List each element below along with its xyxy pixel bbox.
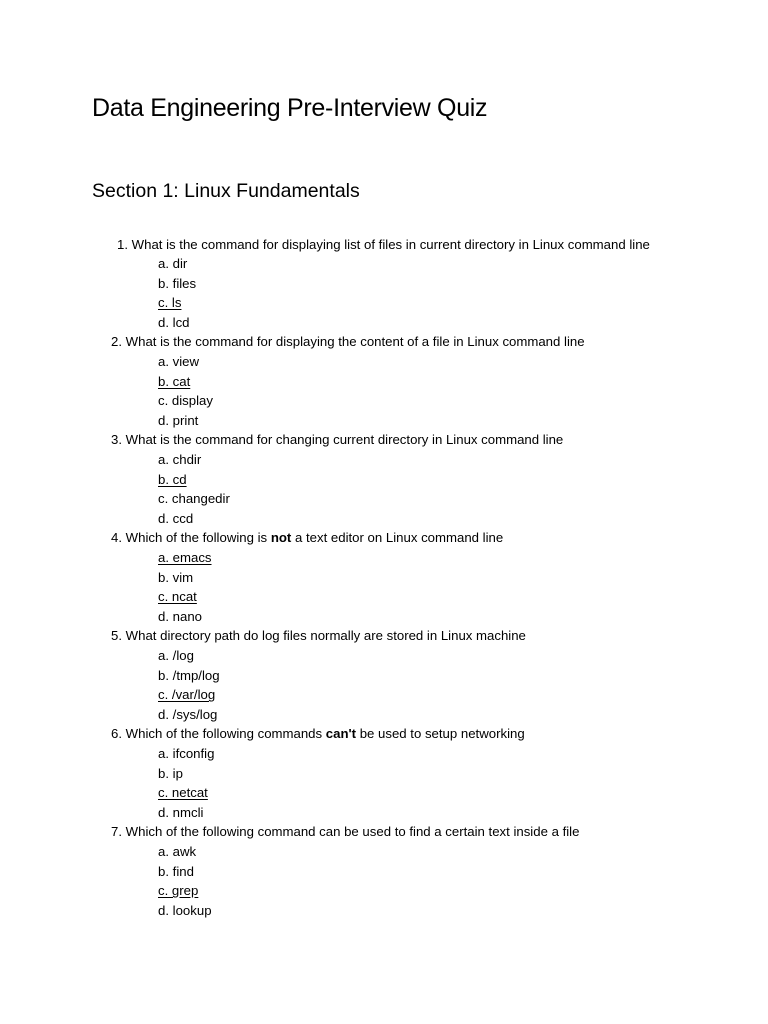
quiz-question-6 — [0, 724, 768, 822]
question-number: 2. — [111, 334, 122, 350]
question-emphasis: not — [270, 530, 292, 546]
answer-option-b: b. ip — [158, 765, 183, 781]
question-number: 4. — [111, 530, 122, 546]
answer-option-c — [0, 881, 768, 901]
answer-option-label: b. cd — [158, 471, 187, 487]
question-prompt: Which of the following commands — [125, 726, 326, 742]
question-number: 1. — [117, 236, 128, 252]
answer-option-a: a. view — [158, 354, 200, 370]
question-emphasis: can't — [325, 726, 357, 742]
question-number: 3. — [111, 432, 122, 448]
document-title: Data Engineering Pre-Interview Quiz — [92, 94, 488, 122]
answer-option-b: b. vim — [158, 569, 194, 585]
answer-option-label: c. ncat — [158, 589, 197, 605]
question-number: 6. — [111, 726, 122, 742]
answer-option-label: c. ls — [158, 295, 182, 311]
answer-option-d: d. nmcli — [158, 804, 204, 820]
answer-option-a — [0, 548, 768, 568]
question-number: 7. — [111, 824, 122, 840]
quiz-question-2 — [0, 332, 768, 430]
answer-option-d: d. /sys/log — [158, 706, 218, 722]
answer-option-label: c. netcat — [158, 785, 208, 801]
question-number: 5. — [111, 628, 122, 644]
quiz-question-7 — [0, 822, 768, 920]
question-prompt-end: be used to setup networking — [356, 726, 525, 742]
answer-option-b: b. /tmp/log — [158, 667, 220, 683]
answer-option-b: b. files — [158, 275, 197, 291]
answer-option-d: d. lcd — [158, 314, 190, 330]
answer-option-d: d. print — [158, 412, 199, 428]
answer-option-b: b. find — [158, 863, 194, 879]
answer-option-a: a. dir — [158, 256, 188, 272]
quiz-question-5 — [0, 626, 768, 724]
answer-option-c — [0, 293, 768, 313]
answer-option-b — [0, 372, 768, 392]
question-prompt: What is the command for displaying list of files in current directory in Linux command line — [131, 236, 650, 252]
question-text — [0, 528, 768, 548]
answer-option-c: c. changedir — [158, 491, 230, 507]
answer-option-label: c. grep — [158, 883, 199, 899]
question-text — [0, 332, 768, 352]
answer-option-d: d. lookup — [158, 902, 212, 918]
question-text — [0, 822, 768, 842]
quiz-question-list — [0, 235, 768, 921]
question-prompt-end: a text editor on Linux command line — [291, 530, 504, 546]
answer-option-c: c. display — [158, 393, 213, 409]
question-prompt: What is the command for changing current directory in Linux command line — [125, 432, 564, 448]
answer-option-c — [0, 783, 768, 803]
answer-option-a: a. /log — [158, 647, 194, 663]
answer-option-d: d. nano — [158, 608, 202, 624]
question-text — [0, 724, 768, 744]
answer-option-label: a. emacs — [158, 550, 212, 565]
answer-option-label: c. /var/log — [158, 687, 216, 703]
answer-option-a: a. ifconfig — [158, 745, 215, 761]
question-text — [0, 430, 768, 450]
quiz-question-4 — [0, 528, 768, 626]
answer-option-b — [0, 470, 768, 490]
question-prompt: Which of the following is — [125, 530, 271, 546]
answer-option-d: d. ccd — [158, 510, 194, 526]
question-prompt: What directory path do log files normally are stored in Linux machine — [125, 628, 526, 644]
answer-option-c — [0, 587, 768, 607]
question-prompt: Which of the following command can be used to find a certain text inside a file — [125, 824, 580, 840]
answer-option-a: a. awk — [158, 843, 197, 859]
quiz-question-3 — [0, 430, 768, 528]
answer-option-c — [0, 685, 768, 705]
section-title: Section 1: Linux Fundamentals — [92, 180, 360, 202]
quiz-question-1 — [0, 235, 768, 333]
answer-option-a: a. chdir — [158, 452, 202, 468]
question-prompt: What is the command for displaying the content of a file in Linux command line — [125, 334, 585, 350]
question-text — [0, 235, 768, 255]
question-text — [0, 626, 768, 646]
answer-option-label: b. cat — [158, 373, 191, 389]
